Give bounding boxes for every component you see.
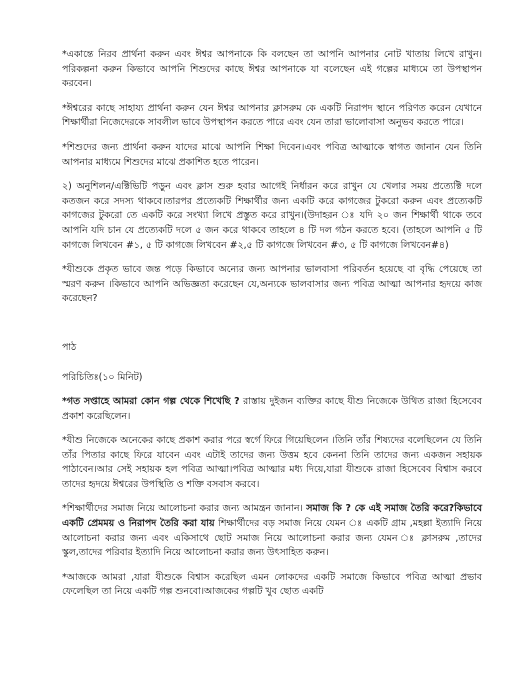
last-week-answer: রাস্তায় দুইজন ব্যক্তির কাছে যীশু নিজেকে উথিত রাজা হিসেবেব প্রকাশ করেছিলেন।: [62, 395, 482, 422]
lesson-paragraph-community: [62, 502, 482, 560]
paragraph-activity-instructions: ২) অনুশিলন/এক্টিভিটি পড়ুন এবং ক্লাস শুরু হবার আগেই নির্ধারন করে রাখুন যে খেলার সময় প্রত্যেক্টি দলে কতজন করে সদস্য থাকবে।তারপর প্রত্যেকটি শিক্ষার্থীর জন্য একটি করে কাগজের টুকরো করুন এবং প্রত্যেকটি কাগজের টুকরো তে একটি করে সংখ্যা লিখে প্রস্তুত করে রাখুন।(উদাহরন ঃ যদি ২০ জন শিক্ষার্থী থাকে তবে আপনি যদি চান যে প্রত্যেকটি দলে ৫ জন করে থাকবে তাহলে ৪ টি দল গঠন করতে হবে। (তাহলে আপনি ৫ টি কাগজে লিখবেন #১, ৫ টি কাগজে লিখবেন #২,৫ টি কাগজে লিখবেন #৩, ৫ টি কাগজে লিখবেন#৪): [62, 181, 482, 251]
community-question: সমাজ কি ? কে এই সমাজ তৈরি করে?কিভাবে একটি প্রেমময় ও নিরাপদ তৈরি করা যায়: [62, 503, 483, 530]
lesson-paragraph-last-week: [62, 395, 482, 424]
paragraph-classroom-prayer: *ঈশ্বরের কাছে সাহায্য প্রার্থনা করুন যেন ঈশ্বর আপনার ক্লাসরুম কে একটি নিরাপদ স্থানে পরিণত করেন যেখানে শিক্ষার্থীরা নিজেদেরকে সাবলীল ভাবে উপস্থাপন করতে পারে এবং যেন তারা ভালোবাসা অনুভব করতে পারে।: [62, 102, 482, 129]
lesson-paragraph-holy-spirit: *যীশু নিজেকে অনেকের কাছে প্রকাশ করার পরে স্বর্গে ফিরে গিয়েছিলেন ।তিনি তাঁর শিষ্যদের বলেছিলেন যে তিনি তাঁর পিতার কাছে ফিরে যাবেন এবং এটাই তাদের জন্য উত্তম হবে কেননা তিনি তাদের জন্য একজন সহায়ক পাঠাবেন।আর সেই সহায়ক হল পবিত্র আত্মা।পবিত্র আত্মার মধ্য দিয়ে,যারা যীশুকে রাজা হিসেবেব বিশ্বাস করবে তাদের হৃদয়ে ঈশ্বরের উপস্থিতি ও শক্তি বসবাস করবে।: [62, 435, 482, 490]
community-intro: *শিক্ষার্থীদের সমাজ নিয়ে আলোচনা করার জন্য আমন্ত্রন জানান।: [62, 503, 307, 515]
last-week-question: *গত সপ্তাহে আমরা কোন গল্প থেকে শিখেছি ?: [62, 395, 240, 407]
community-details: শিক্ষার্থীদের বড় সমাজ নিয়ে যেমন ঃ একটি গ্রাম ,মহল্লা ইত্যাদি নিয়ে আলোচনা করার জন্য এবং একিসাথে ছোট সমাজ নিয়ে আলোচনা করার জন্য যেমন ঃ ক্লাসরুম ,তাদের স্কুল,তাদের পরিবার ইত্যাদি নিয়ে আলোচনা করার জন্য উৎসাহিত করুন।: [62, 518, 482, 559]
paragraph-reflection: *যীশুকে প্রকৃত ভাবে জন্ত পড়ে কিভাবে অন্যের জন্য আপনার ভালবাসা পরিবর্তন হয়েছে বা বৃদ্ধি পেয়েছে তা স্মরণ করুন ।কিভাবে আপনি অভিজ্ঞতা করেছেন যে,অন্যকে ভালবাসার জন্য পবিত্র আত্মা আপনার হৃদয়ে কাজ করেছেন?: [62, 264, 482, 305]
section-heading: পাঠ: [62, 341, 77, 353]
paragraph-silent-prayer: *একান্তে নিরব প্রার্থনা করুন এবং ঈশ্বর আপনাকে কি বলছেন তা আপনি আপনার নোট খাতায় লিখে রাখুন।পরিকল্পনা করুন কিভাবে আপনি শিশুদের কাছে ঈশ্বর আপনাকে যা বলেছেন এই গল্পের মাধ্যমে তা উপস্থাপন করবেন।: [62, 49, 482, 90]
paragraph-children-prayer: *শিশুদের জন্য প্রার্থনা করুন যাদের মাঝে আপনি শিক্ষা দিবেন।এবং পবিত্র আত্মাকে স্বাগত জানান যেন তিনি আপনার মাধ্যমে শিশুদের মাঝে প্রকাশিত হতে পারেন।: [62, 141, 482, 168]
introduction-subheading: পরিচিতিঃ(১০ মিনিট): [62, 371, 143, 383]
lesson-paragraph-today-story: *আজকে আমরা ,যারা যীশুকে বিশ্বাস করেছিল এমন লোকদের একটি সমাজে কিভাবে পবিত্র আত্মা প্রভাব ফেলেছিল তা নিয়ে একটি গল্প শুনবো।আজকের গল্পটি খুব ছোত একটি: [62, 571, 482, 598]
